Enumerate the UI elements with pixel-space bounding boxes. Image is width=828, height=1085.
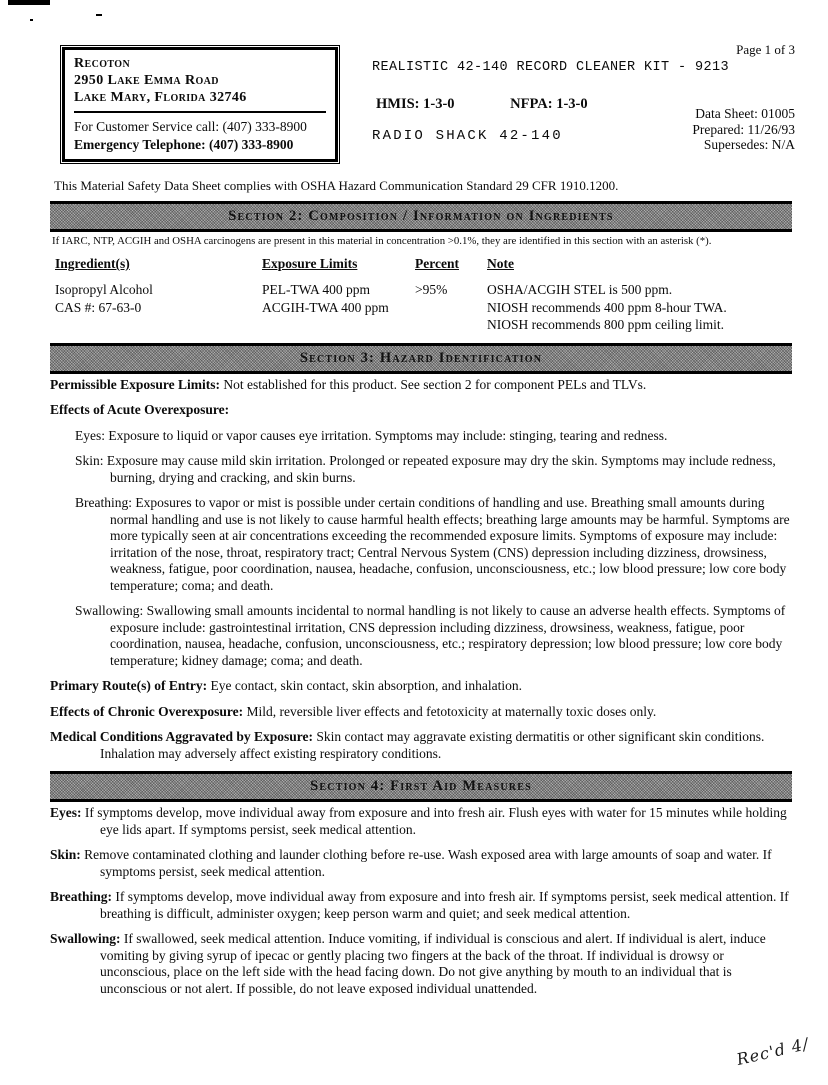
percent-cell: >95% [415, 282, 448, 297]
acute-swallowing: Swallowing: Swallowing small amounts incidental to normal handling is not likely to cause an adverse health effects. Symptoms of exposure include: gastrointestinal irritation, CNS depression including dizziness, drowsiness, weakness, fatigue, poor coordination, nausea, headache, confusion, unconsciousness, etc.; respiratory depression; low blood pressure; low core body temperature; kidney damage; coma; and death. [75, 603, 786, 668]
company-address-line2: Lake Mary, Florida 32746 [74, 90, 247, 105]
acute-skin: Skin: Exposure may cause mild skin irritation. Prolonged or repeated exposure may dry the skin. Symptoms may include redness, burning, drying and cracking, and skin burns. [75, 453, 776, 485]
hazard-ratings [376, 96, 588, 113]
exposure-limits-cell: PEL-TWA 400 ppm ACGIH-TWA 400 ppm [262, 282, 389, 315]
section3-header-band [50, 343, 792, 374]
nfpa-rating: NFPA: 1-3-0 [510, 96, 588, 112]
col-header-ingredient: Ingredient(s) [55, 256, 130, 271]
chronic-overexposure: Effects of Chronic Overexposure: Mild, reversible liver effects and fetotoxicity at maternally toxic doses only. [50, 703, 657, 719]
company-name: Recoton [74, 56, 131, 71]
ingredient-cell: Isopropyl Alcohol CAS #: 67-63-0 [55, 282, 153, 315]
acute-overexposure-heading: Effects of Acute Overexposure: [50, 402, 230, 417]
datasheet-info [692, 106, 795, 153]
product-title: REALISTIC 42-140 RECORD CLEANER KIT - 9213 [372, 60, 730, 75]
document-header [50, 44, 795, 170]
customer-service-line: For Customer Service call: (407) 333-8900 [74, 119, 307, 134]
ingredient-table [50, 256, 792, 334]
hmis-rating: HMIS: 1-3-0 [376, 96, 455, 112]
data-sheet-number: Data Sheet: 01005 [695, 106, 795, 121]
prepared-date: Prepared: 11/26/93 [692, 121, 795, 137]
supersedes: Supersedes: N/A [703, 137, 795, 152]
carcinogen-note: If IARC, NTP, ACGIH and OSHA carcinogens are present in this material in concentration >0.1%, they are identified in this section with an asterisk (*). [52, 235, 712, 247]
handwritten-received-note: Rec'd 4/ [735, 1033, 812, 1070]
document-body [50, 178, 792, 1006]
note-cell: OSHA/ACGIH STEL is 500 ppm. NIOSH recommends 400 ppm 8-hour TWA. NIOSH recommends 800 ppm ceiling limit. [487, 282, 727, 332]
col-header-percent: Percent [415, 256, 459, 271]
firstaid-swallowing: Swallowing: If swallowed, seek medical attention. Induce vomiting, if individual is conscious and alert. If individual is alert, induce vomiting by giving syrup of ipecac or gently placing two fingers at the back of the throat. If individual is drowsy or unconscious, place on the left side with the head facing down. Do not give anything by mouth to an individual that is unconscious or not alert. If possible, do not leave exposed individual unattended. [50, 931, 766, 996]
company-address-line1: 2950 Lake Emma Road [74, 73, 219, 88]
osha-compliance-statement: This Material Safety Data Sheet complies with OSHA Hazard Communication Standard 29 CFR 1910.1200. [54, 178, 619, 193]
box-divider [74, 111, 326, 113]
section4-title: Section 4: First Aid Measures [310, 778, 532, 794]
scan-artifact-dot [96, 14, 102, 16]
radio-shack-model: RADIO SHACK 42-140 [372, 128, 563, 144]
emergency-phone-line: Emergency Telephone: (407) 333-8900 [74, 136, 294, 152]
firstaid-breathing: Breathing: If symptoms develop, move individual away from exposure and into fresh air. If symptoms persist, seek medical attention. If breathing is difficult, administer oxygen; keep person warm and quiet; and seek medical attention. [50, 889, 789, 921]
firstaid-skin: Skin: Remove contaminated clothing and launder clothing before re-use. Wash exposed area with large amounts of soap and water. If symptoms persist, seek medical attention. [50, 847, 772, 879]
firstaid-eyes: Eyes: If symptoms develop, move individual away from exposure and into fresh air. Flush eyes with water for 15 minutes while holding eye lids apart. If symptoms persist, seek medical attention. [50, 805, 787, 837]
permissible-exposure-limits: Permissible Exposure Limits: Not established for this product. See section 2 for component PELs and TLVs. [50, 376, 647, 392]
medical-conditions-aggravated: Medical Conditions Aggravated by Exposure: Skin contact may aggravate existing dermatitis or other significant skin conditions. Inhalation may adversely affect existing respiratory conditions. [50, 729, 765, 761]
primary-routes-of-entry: Primary Route(s) of Entry: Eye contact, skin contact, skin absorption, and inhalation. [50, 678, 523, 693]
scan-artifact-bar [8, 0, 50, 5]
col-header-exposure-limits: Exposure Limits [262, 256, 358, 271]
section2-title: Section 2: Composition / Information on Ingredients [228, 208, 614, 224]
section2-header-band [50, 201, 792, 232]
section3-title: Section 3: Hazard Identification [299, 349, 543, 366]
company-address-box [62, 47, 338, 162]
section4-header-band [50, 771, 792, 802]
scan-artifact-dot [30, 19, 33, 21]
acute-breathing: Breathing: Exposures to vapor or mist is possible under certain conditions of handling and use. Breathing small amounts during normal handling and use is not likely to cause harmful health effects; breathing large amounts may be harmful. Symptoms are more typically seen at air concentrations exceeding the recommended exposure limits. Symptoms of exposure may include: irritation of the nose, throat, respiratory tract; Central Nervous System (CNS) depression including dizziness, drowsiness, weakness, fatigue, poor coordination, nausea, headache, confusion, unconsciousness, etc.; low blood pressure; low core body temperature; coma; and death. [75, 495, 790, 593]
page-number: Page 1 of 3 [736, 42, 795, 57]
acute-eyes: Eyes: Exposure to liquid or vapor causes eye irritation. Symptoms may include: stinging, tearing and redness. [75, 427, 668, 443]
col-header-note: Note [487, 256, 514, 271]
